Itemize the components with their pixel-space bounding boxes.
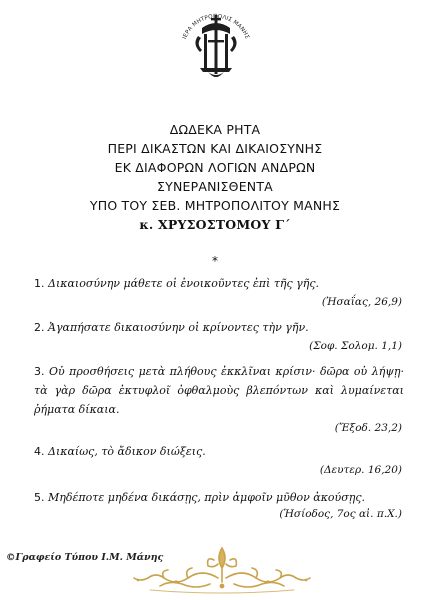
saying-text: Ἀγαπήσατε δικαιοσύνην οἱ κρίνοντες τὴν γῆν. — [48, 321, 309, 334]
saying-4-reference: (Δευτερ. 16,20) — [319, 464, 402, 476]
title-line-3: ΕΚ ΔΙΑΦΟΡΩΝ ΛΟΓΙΩΝ ΑΝΔΡΩΝ — [114, 160, 316, 175]
saying-5-reference: (Ἡσίοδος, 7ος αἰ. π.Χ.) — [279, 508, 402, 520]
document-title — [0, 120, 430, 234]
copyright-text: ©Γραφείο Τύπου Ι.Μ. Μάνης — [6, 552, 164, 563]
saying-3-reference: (Ἔξοδ. 23,2) — [334, 422, 402, 434]
saying-number: 3. — [34, 365, 45, 378]
gold-baroque-ornament-icon — [110, 538, 334, 596]
title-line-4: ΣΥΝΕΡΑΝΙΣΘΕΝΤΑ — [157, 179, 273, 194]
saying-5 — [34, 488, 404, 507]
saying-number: 1. — [34, 277, 45, 290]
saying-text: Δικαιοσύνην μάθετε οἱ ἐνοικοῦντες ἐπὶ τῆς γῆς. — [48, 277, 319, 290]
saying-1-reference: (Ἠσαΐας, 26,9) — [321, 296, 402, 308]
saying-2 — [34, 318, 404, 337]
saying-4 — [34, 442, 404, 461]
metropolis-emblem-icon — [178, 10, 254, 80]
saying-number: 4. — [34, 445, 45, 458]
separator-asterisk: * — [212, 254, 218, 268]
svg-text:ΙΕΡΑ ΜΗΤΡΟΠΟΛΙΣ ΜΑΝΗΣ — [182, 14, 250, 40]
saying-1 — [34, 274, 404, 293]
title-line-6: κ. ΧΡΥΣΟΣΤΟΜΟΥ Γ΄ — [139, 217, 291, 232]
saying-number: 2. — [34, 321, 45, 334]
title-line-1: ΔΩΔΕΚΑ ΡΗΤΑ — [169, 122, 261, 137]
saying-text: Δικαίως, τὸ ἄδικον διώξεις. — [48, 445, 206, 458]
saying-text: Οὐ προσθήσεις μετὰ πλήθους ἐκκλῖναι κρίσιν· δῶρα οὐ λήψῃ· τὰ γὰρ δῶρα ἐκτυφλοῖ ὀφθαλμοὺς βλεπόντων καὶ λυμαίνεται ῥήματα δίκαια. — [34, 365, 404, 416]
title-line-2: ΠΕΡΙ ΔΙΚΑΣΤΩΝ ΚΑΙ ΔΙΚΑΙΟΣΥΝΗΣ — [107, 141, 323, 156]
logo-arc-text: ΙΕΡΑ ΜΗΤΡΟΠΟΛΙΣ ΜΑΝΗΣ — [182, 13, 250, 41]
saying-2-reference: (Σοφ. Σολομ. 1,1) — [309, 340, 402, 352]
saying-3 — [34, 362, 404, 419]
title-line-5: ΥΠΟ ΤΟΥ ΣΕΒ. ΜΗΤΡΟΠΟΛΙΤΟΥ ΜΑΝΗΣ — [89, 198, 341, 213]
saying-text: Μηδέποτε μηδένα δικάσῃς, πρὶν ἀμφοῖν μῦθον ἀκούσῃς. — [48, 491, 365, 504]
saying-number: 5. — [34, 491, 45, 504]
